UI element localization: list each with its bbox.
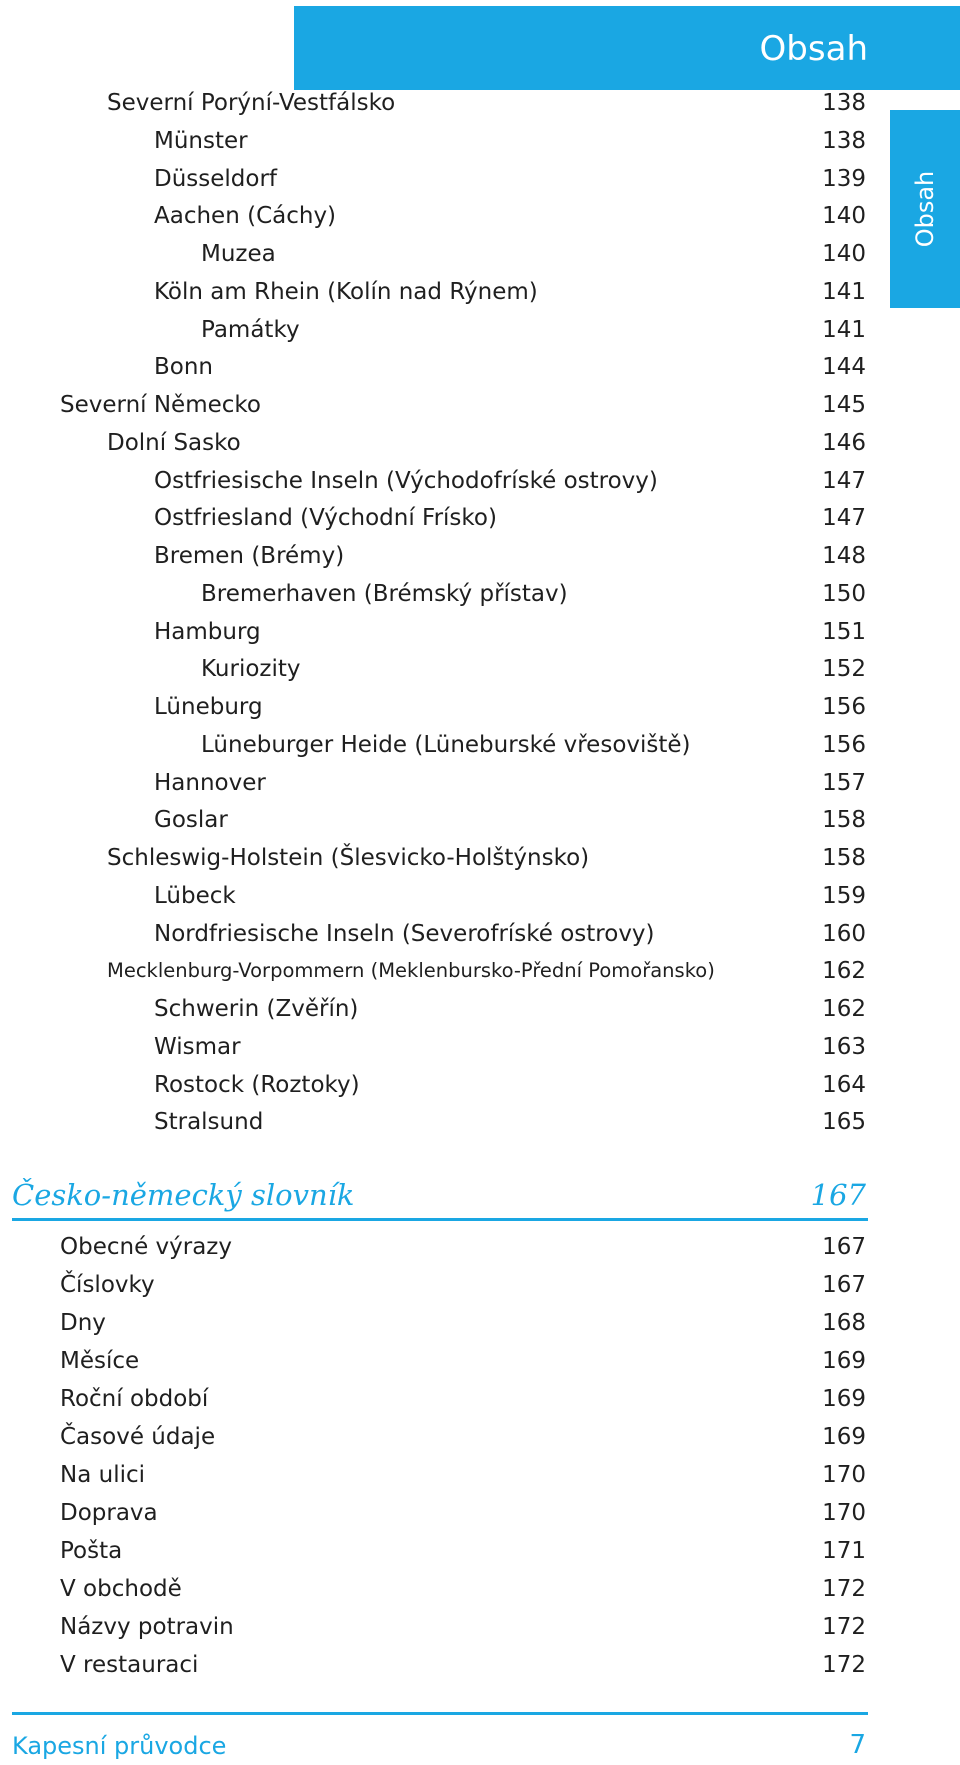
toc-entry-page: 145 [822, 392, 866, 418]
dictionary-entry-page: 172 [822, 1652, 866, 1678]
toc-entry [0, 499, 960, 537]
dictionary-entry-page: 167 [822, 1234, 866, 1260]
dictionary-entry [0, 1608, 960, 1646]
toc-entry-label: Nordfriesische Inseln (Severofríské ostrovy) [154, 920, 655, 947]
toc-entry [0, 877, 960, 915]
toc-entry-label: Stralsund [154, 1109, 264, 1136]
toc-entry-label: Muzea [201, 241, 276, 267]
toc-entry-page: 150 [822, 580, 866, 607]
side-tab-label: Obsah [911, 170, 939, 248]
dictionary-entry-label: Dny [60, 1310, 106, 1336]
toc-entry-page: 165 [822, 1109, 866, 1136]
toc-entry-label: Ostfriesland (Východní Frísko) [154, 505, 497, 532]
dictionary-entry-page: 168 [822, 1310, 866, 1336]
toc-entry [0, 915, 960, 953]
toc-entry [0, 84, 960, 122]
dictionary-entry-page: 170 [822, 1500, 866, 1526]
toc-entry-page: 140 [822, 203, 866, 230]
header-bar [294, 6, 960, 90]
toc-entry-label: Köln am Rhein (Kolín nad Rýnem) [154, 278, 538, 305]
dictionary-entry [0, 1266, 960, 1304]
dictionary-entry [0, 1228, 960, 1266]
toc-entry-page: 159 [822, 882, 866, 909]
toc-entry [0, 537, 960, 575]
page-number: 7 [849, 1730, 866, 1760]
toc-entry-page: 158 [822, 845, 866, 871]
dictionary-entry-label: Na ulici [60, 1462, 146, 1488]
toc-entry [0, 197, 960, 235]
dictionary-entry-page: 167 [822, 1272, 866, 1298]
dictionary-entry [0, 1570, 960, 1608]
toc-entry-page: 157 [822, 769, 866, 796]
dictionary-entry-page: 172 [822, 1614, 866, 1640]
toc-entry [0, 424, 960, 462]
toc-entry-label: Münster [154, 127, 248, 154]
toc-entry-page: 148 [822, 543, 866, 569]
toc-entry-page: 144 [822, 354, 866, 381]
dictionary-entry-label: Doprava [60, 1500, 158, 1526]
dictionary-entry-label: Obecné výrazy [60, 1234, 232, 1260]
dictionary-entry-label: Měsíce [60, 1348, 140, 1374]
toc-entry-label: Bremen (Brémy) [154, 543, 345, 569]
dictionary-entry [0, 1646, 960, 1684]
dictionary-entry-page: 169 [822, 1348, 866, 1374]
toc-entry-page: 141 [822, 316, 866, 343]
toc-entry [0, 462, 960, 500]
toc-entry-label: Kuriozity [201, 656, 301, 683]
toc-entry-page: 141 [822, 278, 866, 305]
toc-entry-label: Schwerin (Zvěřín) [154, 996, 359, 1022]
dictionary-entry [0, 1380, 960, 1418]
toc-entry-label: Památky [201, 316, 300, 343]
toc-entry [0, 235, 960, 273]
toc-entry-page: 138 [822, 127, 866, 154]
section-heading-label: Česko-německý slovník [12, 1178, 355, 1212]
toc-entry-page: 156 [822, 694, 866, 720]
toc-entry-label: Wismar [154, 1033, 241, 1060]
toc-entry [0, 122, 960, 160]
dictionary-entry-label: Časové údaje [60, 1424, 216, 1450]
footer-rule [12, 1712, 868, 1715]
toc-entry-page: 146 [822, 429, 866, 456]
toc-entry-label: Lüneburg [154, 694, 263, 720]
toc-entry [0, 839, 960, 877]
toc-entry [0, 1066, 960, 1104]
toc-entry-page: 147 [822, 467, 866, 494]
toc-entry [0, 1028, 960, 1066]
toc-entry-label: Lübeck [154, 882, 236, 909]
toc-entry-page: 147 [822, 505, 866, 532]
toc-entry-label: Severní Porýní-Vestfálsko [107, 90, 396, 116]
toc-entry-label: Lüneburger Heide (Lüneburské vřesoviště) [201, 731, 691, 758]
toc-entry-page: 162 [822, 958, 866, 985]
dictionary-entry-page: 172 [822, 1576, 866, 1602]
dictionary-entry-label: Číslovky [60, 1272, 155, 1298]
dictionary-entry-page: 169 [822, 1386, 866, 1412]
toc-entry-label: Hannover [154, 769, 266, 796]
toc-entry [0, 726, 960, 764]
toc-entry-label: Dolní Sasko [107, 429, 241, 456]
toc-entry-label: Düsseldorf [154, 165, 278, 192]
dictionary-entry-label: V restauraci [60, 1652, 199, 1678]
page-title: Obsah [759, 29, 868, 69]
dictionary-entry-page: 169 [822, 1424, 866, 1450]
toc-entry [0, 952, 960, 990]
toc-entry [0, 160, 960, 198]
toc-entry [0, 764, 960, 802]
footer-book-title: Kapesní průvodce [12, 1732, 227, 1760]
toc-entry [0, 575, 960, 613]
toc-entry-page: 139 [822, 165, 866, 192]
toc-entry-label: Mecklenburg-Vorpommern (Meklenbursko-Přední Pomořansko) [107, 959, 715, 983]
toc-entry-page: 140 [822, 241, 866, 267]
dictionary-entry [0, 1494, 960, 1532]
toc-entry-page: 163 [822, 1033, 866, 1060]
dictionary-entry [0, 1342, 960, 1380]
toc-entry-label: Aachen (Cáchy) [154, 203, 337, 230]
toc-entry-label: Bonn [154, 354, 214, 381]
dictionary-entry [0, 1304, 960, 1342]
toc-entry-page: 156 [822, 731, 866, 758]
toc-entry-label: Hamburg [154, 618, 261, 645]
toc-entry-label: Severní Německo [60, 392, 261, 418]
toc-entry [0, 273, 960, 311]
toc-entry-page: 164 [822, 1071, 866, 1098]
dictionary-entry [0, 1532, 960, 1570]
toc-entry-label: Rostock (Roztoky) [154, 1071, 360, 1098]
toc-entry [0, 650, 960, 688]
toc-entry [0, 613, 960, 651]
toc-entry [0, 311, 960, 349]
toc-entry [0, 348, 960, 386]
dictionary-entry-page: 171 [822, 1538, 866, 1564]
dictionary-entry-page: 170 [822, 1462, 866, 1488]
section-rule [12, 1218, 868, 1221]
toc-entry [0, 1103, 960, 1141]
toc-entry-label: Ostfriesische Inseln (Východofríské ostrovy) [154, 467, 658, 494]
section-heading-page: 167 [810, 1178, 866, 1212]
toc-entry-page: 151 [822, 618, 866, 645]
dictionary-entry [0, 1456, 960, 1494]
toc-entry [0, 990, 960, 1028]
toc-entry [0, 801, 960, 839]
toc-entry [0, 386, 960, 424]
toc-entry-label: Goslar [154, 807, 228, 834]
section-heading [0, 1173, 960, 1217]
dictionary-entry [0, 1418, 960, 1456]
toc-entry-page: 162 [822, 996, 866, 1022]
toc-entry-page: 152 [822, 656, 866, 683]
toc-entry-page: 138 [822, 90, 866, 116]
dictionary-entry-label: V obchodě [60, 1576, 182, 1602]
toc-entry-label: Schleswig-Holstein (Šlesvicko-Holštýnsko) [107, 845, 590, 871]
toc-entry [0, 688, 960, 726]
toc-entry-label: Bremerhaven (Brémský přístav) [201, 580, 568, 607]
toc-entry-page: 160 [822, 920, 866, 947]
toc-entry-page: 158 [822, 807, 866, 834]
dictionary-entry-label: Roční období [60, 1386, 209, 1412]
dictionary-entry-label: Pošta [60, 1538, 123, 1564]
dictionary-entry-label: Názvy potravin [60, 1614, 234, 1640]
